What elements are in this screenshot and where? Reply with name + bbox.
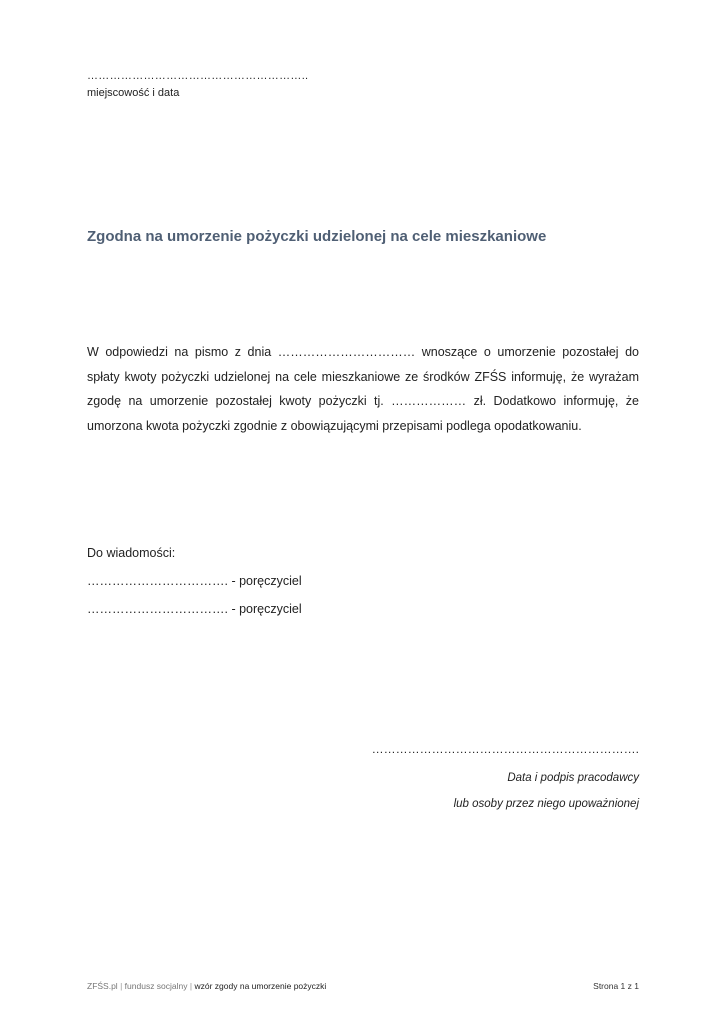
guarantor-line-2: ……………………………. - poręczyciel: [87, 602, 302, 616]
footer-left: [87, 981, 326, 991]
signature-caption-1: Data i podpis pracodawcy: [507, 772, 639, 784]
footer-separator: |: [120, 981, 123, 991]
document-title: Zgodna na umorzenie pożyczki udzielonej na cele mieszkaniowe: [87, 228, 547, 245]
place-date-dots: …………………………………………………..: [87, 70, 309, 82]
body-paragraph: W odpowiedzi na pismo z dnia …………………………… wnoszące o umorzenie pozostałej do spłaty kwoty pożyczki udzielonej na cele mieszkaniowe ze środków ZFŚS informuję, że wyrażam zgodę na umorzenie pozostałej kwoty pożyczki tj. ……………… zł. Dodatkowo informuję, że umorzona kwota pożyczki zgodnie z obowiązującymi przepisami podlega opodatkowaniu.: [87, 345, 639, 433]
footer-category: fundusz socjalny: [124, 981, 188, 991]
document-body: [87, 340, 639, 438]
signature-caption-2: lub osoby przez niego upoważnionej: [453, 798, 639, 810]
signature-dots: ………………………………………………………….: [371, 742, 639, 756]
footer-doc-name: wzór zgody na umorzenie pożyczki: [194, 981, 327, 991]
notice-label: Do wiadomości:: [87, 546, 176, 560]
guarantor-line-1: ……………………………. - poręczyciel: [87, 574, 302, 588]
place-date-label: miejscowość i data: [87, 87, 180, 99]
footer-site: ZFŚS.pl: [87, 981, 118, 991]
footer-separator: |: [189, 981, 193, 991]
footer-page-number: Strona 1 z 1: [593, 981, 639, 991]
